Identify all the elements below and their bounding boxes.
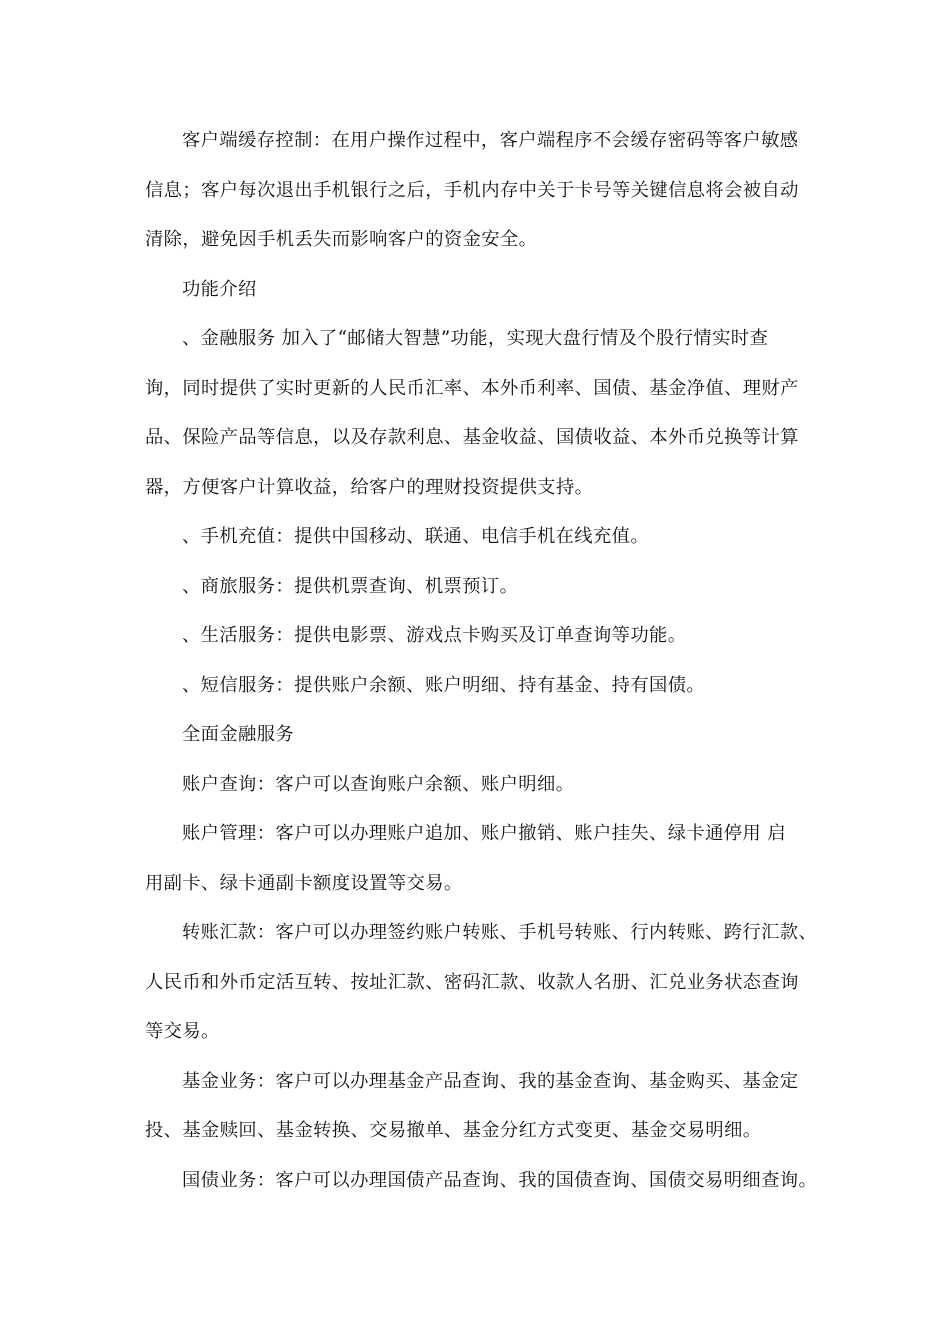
paragraph-travel-service bbox=[145, 562, 809, 612]
text-line: 账户管理：客户可以办理账户追加、账户撤销、账户挂失、绿卡通停用 启 bbox=[182, 823, 787, 844]
text-line: 客户端缓存控制：在用户操作过程中，客户端程序不会缓存密码等客户敏感 bbox=[182, 130, 799, 151]
text-line: 国债业务：客户可以办理国债产品查询、我的国债查询、国债交易明细查询。 bbox=[182, 1169, 818, 1191]
text-line: 询，同时提供了实时更新的人民币汇率、本外币利率、国债、基金净值、理财产 bbox=[145, 377, 799, 399]
text-line: 、生活服务：提供电影票、游戏点卡购买及订单查询等功能。 bbox=[182, 625, 687, 646]
paragraph-financial-service bbox=[145, 314, 809, 512]
text-line: 信息；客户每次退出手机银行之后，手机内存中关于卡号等关键信息将会被自动 bbox=[145, 179, 799, 201]
text-line: 等交易。 bbox=[145, 1021, 220, 1042]
text-line: 、金融服务 加入了“邮储大智慧”功能，实现大盘行情及个股行情实时查 bbox=[182, 328, 769, 349]
text-line: 用副卡、绿卡通副卡额度设置等交易。 bbox=[145, 872, 463, 894]
paragraph-account-query bbox=[145, 760, 809, 810]
paragraph-account-management bbox=[145, 809, 809, 908]
text-line: 清除，避免因手机丢失而影响客户的资金安全。 bbox=[145, 229, 538, 250]
text-line: 功能介绍 bbox=[182, 278, 257, 300]
text-line: 、短信服务：提供账户余额、账户明细、持有基金、持有国债。 bbox=[182, 674, 706, 696]
text-line: 器，方便客户计算收益，给客户的理财投资提供支持。 bbox=[145, 476, 594, 498]
paragraph-transfer bbox=[145, 908, 818, 1057]
text-line: 全面金融服务 bbox=[182, 724, 295, 745]
text-line: 账户查询：客户可以查询账户余额、账户明细。 bbox=[182, 773, 575, 795]
section-heading-full-financial bbox=[145, 710, 809, 760]
text-line: 品、保险产品等信息，以及存款利息、基金收益、国债收益、本外币兑换等计算 bbox=[145, 427, 799, 448]
text-line: 转账汇款：客户可以办理签约账户转账、手机号转账、行内转账、跨行汇款、 bbox=[182, 922, 818, 943]
document-page bbox=[145, 116, 818, 1205]
paragraph-fund-business bbox=[145, 1057, 809, 1156]
paragraph-life-service bbox=[145, 611, 809, 661]
text-line: 、手机充值：提供中国移动、联通、电信手机在线充值。 bbox=[182, 526, 650, 547]
text-line: 、商旅服务：提供机票查询、机票预订。 bbox=[182, 575, 519, 597]
section-heading-features bbox=[145, 265, 809, 315]
paragraph-mobile-recharge bbox=[145, 512, 809, 562]
paragraph-cache-control bbox=[145, 116, 809, 265]
paragraph-bond-business bbox=[145, 1156, 818, 1206]
text-line: 人民币和外币定活互转、按址汇款、密码汇款、收款人名册、汇兑业务状态查询 bbox=[145, 971, 799, 993]
paragraph-sms-service bbox=[145, 661, 809, 711]
text-line: 投、基金赎回、基金转换、交易撤单、基金分红方式变更、基金交易明细。 bbox=[145, 1120, 762, 1141]
text-line: 基金业务：客户可以办理基金产品查询、我的基金查询、基金购买、基金定 bbox=[182, 1070, 799, 1092]
